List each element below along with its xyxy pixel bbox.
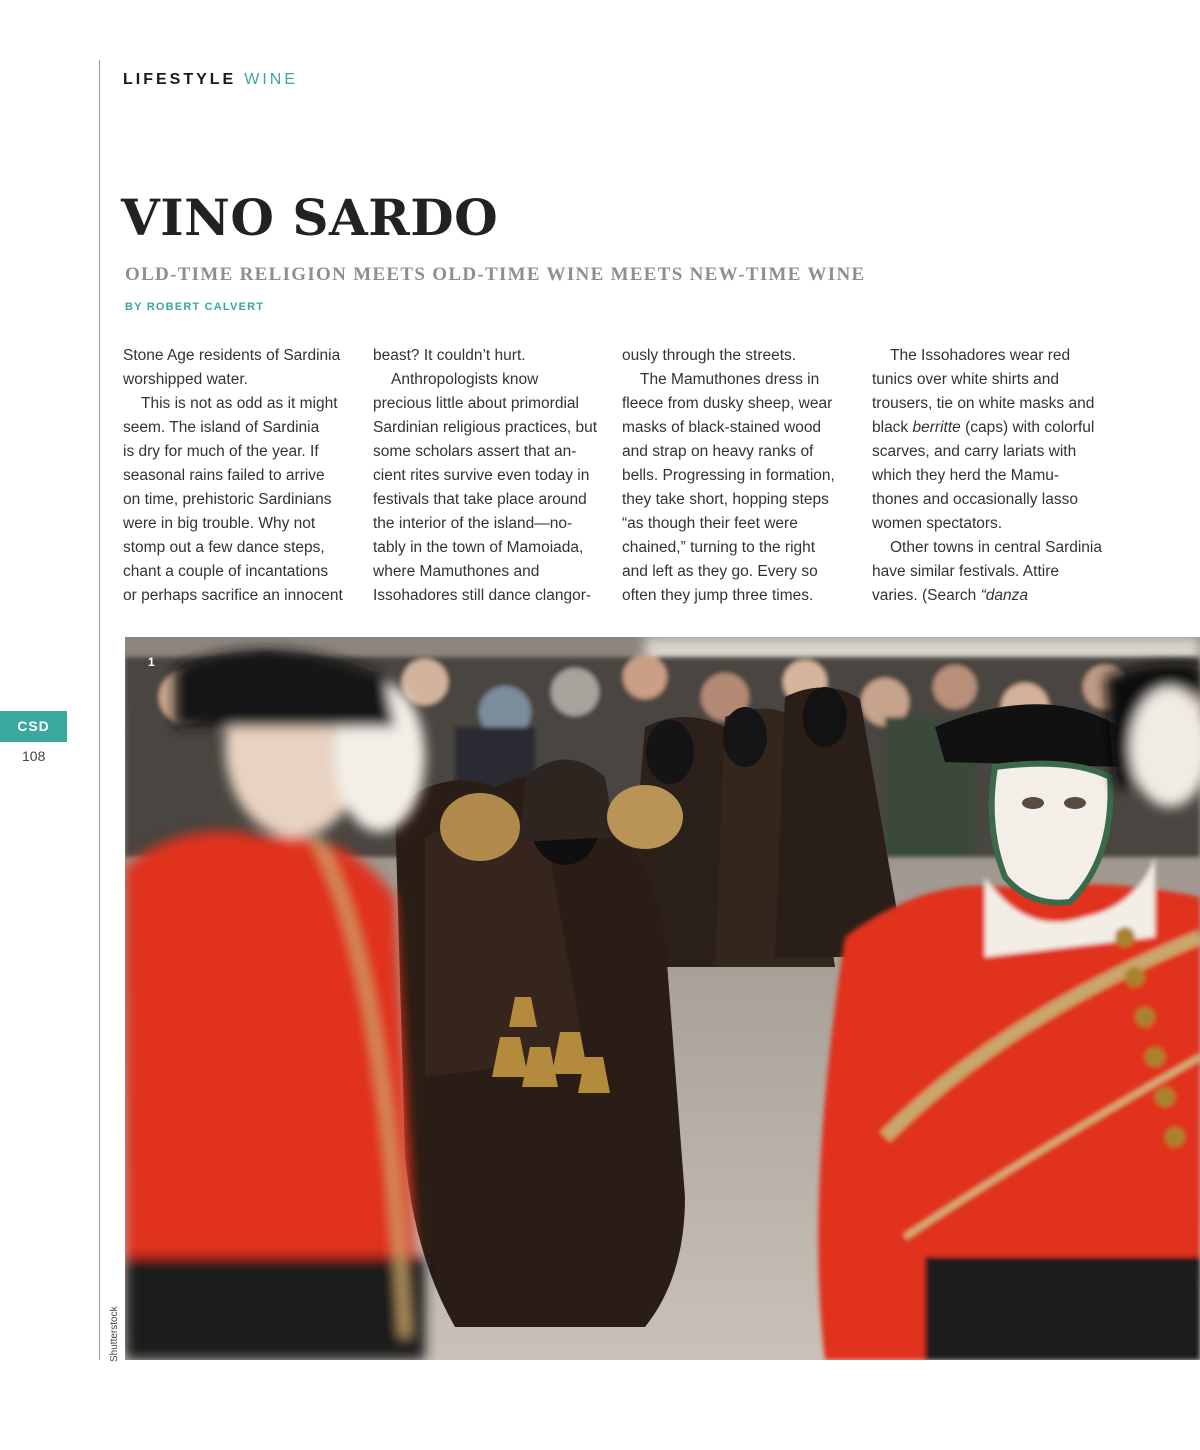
text-line: were in big trouble. Why not: [123, 515, 316, 532]
paragraph: [123, 344, 355, 392]
paragraph: [872, 536, 1104, 608]
text-line: festivals that take place around: [373, 491, 587, 508]
text-line: black berritte (caps) with colorful: [872, 419, 1095, 436]
text-line: worshipped water.: [123, 371, 248, 388]
text-line: scarves, and carry lariats with: [872, 443, 1077, 460]
page-number: 108: [22, 748, 46, 764]
photo-credit: Shutterstock: [109, 1306, 120, 1362]
section-sub: WINE: [244, 71, 299, 88]
text-line: The Mamuthones dress in: [640, 371, 820, 388]
text-line: precious little about primordial: [373, 395, 579, 412]
text-line: chant a couple of incantations: [123, 563, 329, 580]
text-line: Issohadores still dance clangor-: [373, 587, 592, 604]
text-line: where Mamuthones and: [373, 563, 540, 580]
text-line: tunics over white shirts and: [872, 371, 1060, 388]
text-line: women spectators.: [872, 515, 1003, 532]
text-line: chained,” turning to the right: [622, 539, 816, 556]
text-line: This is not as odd as it might: [141, 395, 338, 412]
article-title: VINO SARDO: [121, 188, 499, 247]
text-line: and strap on heavy ranks of: [622, 443, 814, 460]
paragraph: [872, 344, 1104, 536]
text-line: is dry for much of the year. If: [123, 443, 319, 460]
text-line: ously through the streets.: [622, 347, 797, 364]
byline: BY ROBERT CALVERT: [125, 301, 265, 313]
text-line: thones and occasionally lasso: [872, 491, 1078, 508]
text-line: seem. The island of Sardinia: [123, 419, 320, 436]
photo-number: 1: [148, 655, 155, 669]
text-line: “as though their feet were: [622, 515, 798, 532]
text-line: trousers, tie on white masks and: [872, 395, 1095, 412]
text-line: cient rites survive even today in: [373, 467, 590, 484]
text-line: Sardinian religious practices, but: [373, 419, 598, 436]
body-column-3: [622, 344, 854, 608]
paragraph: [373, 368, 605, 608]
festival-photo: [125, 637, 1200, 1360]
text-line: which they herd the Mamu-: [872, 467, 1060, 484]
paragraph: [622, 368, 854, 608]
text-line: bells. Progressing in formation,: [622, 467, 835, 484]
text-line: or perhaps sacrifice an innocent: [123, 587, 343, 604]
text-line: Stone Age residents of Sardinia: [123, 347, 341, 364]
text-line: they take short, hopping steps: [622, 491, 829, 508]
text-line: masks of black-stained wood: [622, 419, 822, 436]
text-line: and left as they go. Every so: [622, 563, 818, 580]
article-subtitle: OLD-TIME RELIGION MEETS OLD-TIME WINE MEETS NEW-TIME WINE: [125, 264, 866, 285]
body-column-1: [123, 344, 355, 608]
magazine-tab: CSD: [0, 711, 67, 742]
text-line: stomp out a few dance steps,: [123, 539, 325, 556]
text-line: some scholars assert that an-: [373, 443, 577, 460]
text-line: the interior of the island—no-: [373, 515, 573, 532]
body-column-4: [872, 344, 1104, 608]
text-line: tably in the town of Mamoiada,: [373, 539, 584, 556]
paragraph: [622, 344, 854, 368]
text-line: The Issohadores wear red: [890, 347, 1071, 364]
text-line: beast? It couldn’t hurt.: [373, 347, 526, 364]
section-label: [123, 71, 298, 89]
body-column-2: [373, 344, 605, 608]
section-main: LIFESTYLE: [123, 71, 237, 88]
text-line: have similar festivals. Attire: [872, 563, 1059, 580]
margin-rule: [99, 60, 100, 1360]
text-line: on time, prehistoric Sardinians: [123, 491, 332, 508]
paragraph: [373, 344, 605, 368]
text-line: Anthropologists know: [391, 371, 539, 388]
text-line: varies. (Search “danza: [872, 587, 1028, 604]
text-line: Other towns in central Sardinia: [890, 539, 1102, 556]
text-line: often they jump three times.: [622, 587, 814, 604]
text-line: fleece from dusky sheep, wear: [622, 395, 833, 412]
text-line: seasonal rains failed to arrive: [123, 467, 325, 484]
paragraph: [123, 392, 355, 608]
